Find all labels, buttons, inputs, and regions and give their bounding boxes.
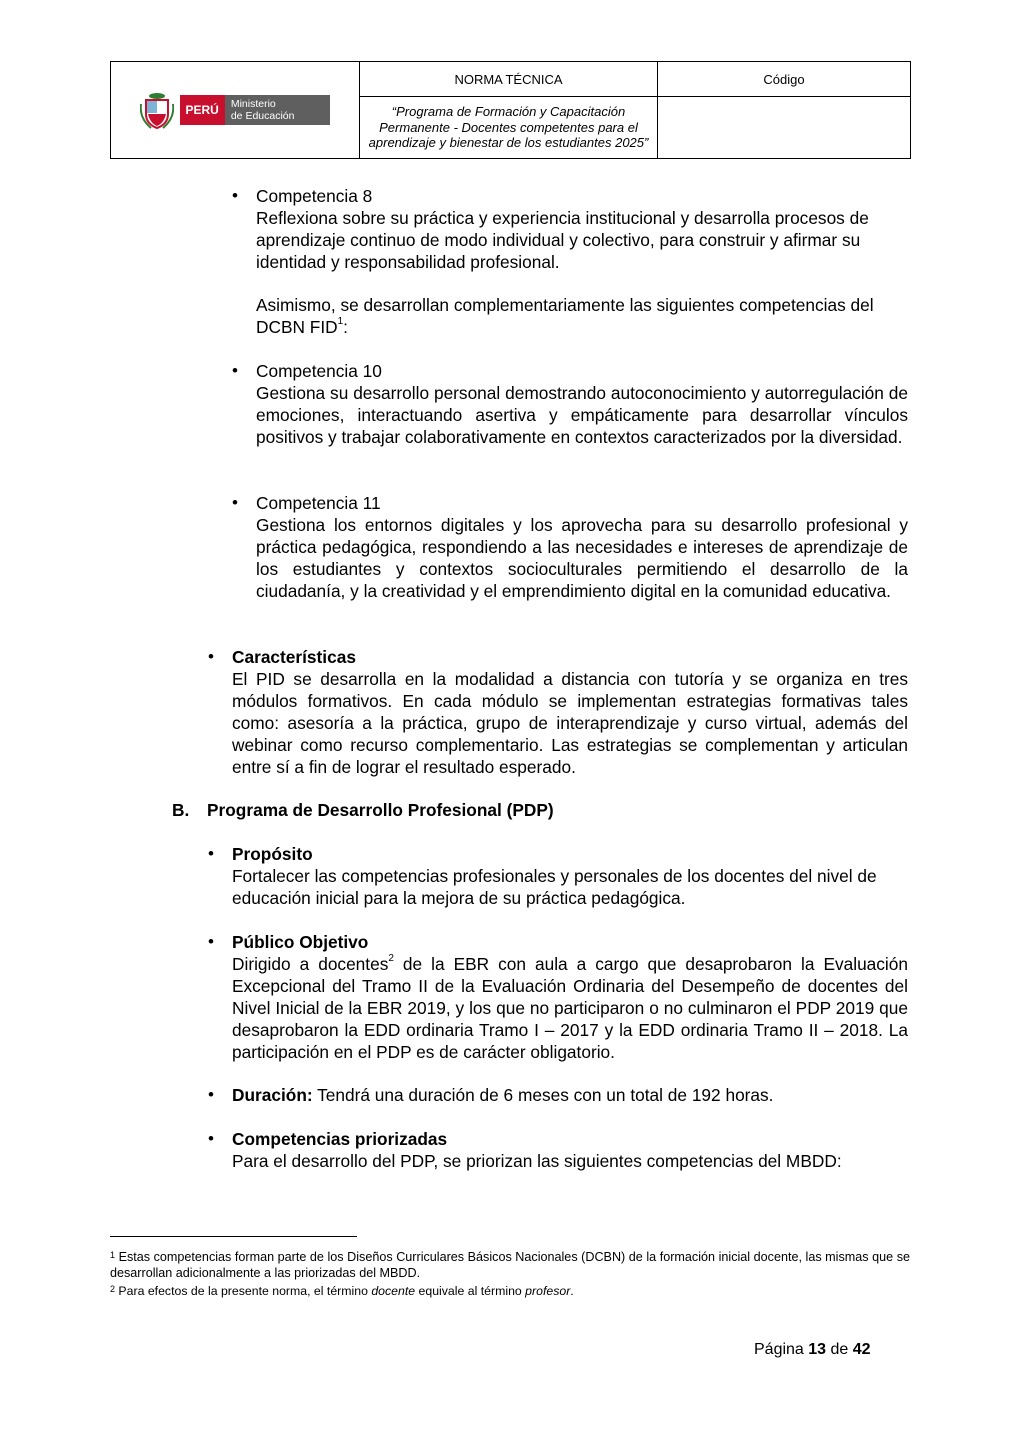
proposito — [232, 843, 908, 909]
c11-text: Gestiona los entornos digitales y los aprovecha para su desarrollo profesional y práctica pedagógica, respondiendo a las necesidades e intereses de aprendizaje de los estudiantes y contextos socioculturales permitiendo el desarrollo de la ciudadanía, y la creatividad y el emprendimiento digital en la comunidad educativa. — [256, 515, 908, 601]
logo-peru: PERÚ — [180, 95, 225, 125]
footnote-2-profesor: profesor — [525, 1284, 571, 1298]
bullet-publico: • — [208, 932, 214, 951]
footnote-2-docente: docente — [371, 1284, 416, 1298]
logo-banner — [180, 95, 331, 125]
logo-cell — [111, 62, 360, 159]
norma-tecnica-label: NORMA TÉCNICA — [360, 62, 658, 97]
publico-title: Público Objetivo — [232, 932, 369, 952]
publico-objetivo — [232, 931, 908, 1063]
asimismo-colon: : — [343, 317, 348, 337]
bullet-duracion: • — [208, 1085, 214, 1104]
footnote-2 — [110, 1283, 910, 1299]
duracion — [232, 1084, 908, 1106]
footnote-2-text-a: Para efectos de la presente norma, el término — [115, 1284, 372, 1298]
asimismo-paragraph — [256, 294, 908, 338]
footnote-2-text-c: . — [570, 1284, 574, 1298]
c8-text: Reflexiona sobre su práctica y experiencia institucional y desarrolla procesos de aprendizaje continuo de modo individual y colectivo, para construir y afirmar su identidad y responsabilidad profesional. — [256, 208, 869, 272]
proposito-title: Propósito — [232, 844, 313, 864]
c8-title: Competencia 8 — [256, 186, 373, 206]
bullet-competencias: • — [208, 1129, 214, 1148]
asimismo-text: Asimismo, se desarrollan complementariamente las siguientes competencias del DCBN FID — [256, 295, 874, 337]
footnote-2-text-b: equivale al término — [415, 1284, 526, 1298]
duracion-title: Duración: — [232, 1085, 313, 1105]
c10-title: Competencia 10 — [256, 361, 382, 381]
caracteristicas-title: Características — [232, 647, 356, 667]
codigo-label: Código — [658, 62, 911, 97]
section-b-letter: B. — [172, 800, 190, 820]
competencias-title: Competencias priorizadas — [232, 1129, 448, 1149]
competencia-8 — [256, 185, 908, 273]
footnote-ref-2[interactable]: 2 — [388, 953, 394, 964]
page-of: de — [830, 1341, 849, 1358]
caracteristicas — [232, 646, 908, 778]
coat-of-arms-icon — [140, 90, 174, 130]
footnote-ref-1[interactable]: 1 — [337, 316, 344, 327]
header-table — [110, 61, 911, 159]
competencia-11 — [256, 492, 908, 602]
logo-line2: de Educación — [230, 110, 295, 122]
bullet-proposito: • — [208, 844, 214, 863]
competencias-priorizadas — [232, 1128, 908, 1172]
competencia-10 — [256, 360, 908, 448]
page-total: 42 — [852, 1341, 871, 1358]
page-label: Página — [754, 1341, 804, 1358]
proposito-text: Fortalecer las competencias profesionales y personales de los docentes del nivel de educación inicial para la mejora de su práctica pedagógica. — [232, 866, 877, 908]
c11-title: Competencia 11 — [256, 493, 381, 513]
section-b-heading — [172, 799, 908, 821]
footnote-2-number: 2 — [110, 1284, 116, 1294]
logo-ministerio — [225, 95, 331, 125]
c10-text: Gestiona su desarrollo personal demostrando autoconocimiento y autorregulación de emociones, interactuando asertiva y empáticamente para desarrollar vínculos positivos y trabajar colaborativamente en contextos caracterizados por la diversidad. — [256, 383, 908, 447]
bullet-c11: • — [232, 493, 238, 512]
ministry-logo — [111, 62, 359, 158]
competencias-text: Para el desarrollo del PDP, se priorizan las siguientes competencias del MBDD: — [232, 1151, 842, 1171]
bullet-caracteristicas: • — [208, 647, 214, 666]
footnote-1-number: 1 — [110, 1250, 116, 1260]
publico-text-a: Dirigido a docentes — [232, 954, 389, 974]
duracion-text: Tendrá una duración de 6 meses con un total de 192 horas. — [312, 1085, 774, 1105]
page-current: 13 — [808, 1341, 827, 1358]
codigo-value — [658, 97, 911, 159]
publico-text-b: de la EBR con aula a cargo que desaprobaron la Evaluación Excepcional del Tramo II de la Evaluación Ordinaria del Desempeño de docentes del Nivel Inicial de la EBR 2019, y los que no participaron o no culminaron el PDP 2019 que desaprobaron la EDD ordinaria Tramo I – 2017 y la EDD ordinaria Tramo II – 2018. La participación en el PDP es de carácter obligatorio. — [232, 954, 908, 1062]
bullet-c8: • — [232, 186, 238, 205]
caracteristicas-text: El PID se desarrolla en la modalidad a distancia con tutoría y se organiza en tres módulos formativos. En cada módulo se implementan estrategias formativas tales como: asesoría a la práctica, grupo de interaprendizaje y curso virtual, además del webinar como recurso complementario. Las estrategias se complementan y articulan entre sí a fin de lograr el resultado esperado. — [232, 669, 908, 777]
page-number — [754, 1341, 871, 1359]
footnote-1-text: Estas competencias forman parte de los Diseños Curriculares Básicos Nacionales (DCBN) de la formación inicial docente, las mismas que se desarrollan adicionalmente a las priorizadas del MBDD. — [110, 1250, 910, 1280]
footnote-1 — [110, 1249, 910, 1281]
section-b-title: Programa de Desarrollo Profesional (PDP) — [207, 800, 554, 820]
logo-line1: Ministerio — [230, 98, 276, 110]
bullet-c10: • — [232, 361, 238, 380]
footnote-separator — [110, 1236, 357, 1237]
document-title: “Programa de Formación y Capacitación Permanente - Docentes competentes para el aprendizaje y bienestar de los estudiantes 2025” — [360, 97, 658, 159]
